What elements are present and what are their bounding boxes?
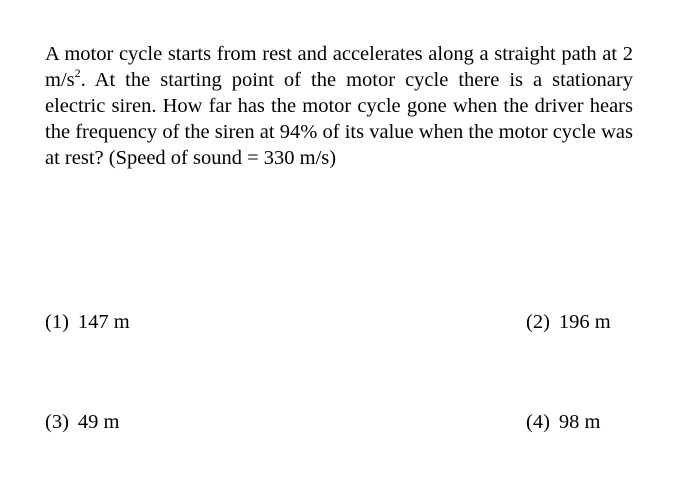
option-4-text: 98 m [558, 411, 601, 433]
option-3-number: (3) [45, 411, 69, 433]
option-1 [45, 309, 130, 335]
option-3-text: 49 m [77, 411, 120, 433]
question-text-part2: . At the starting point of the motor cycle there is a stationary electric siren. How far has the motor cycle gone when the driver hears the frequency of the siren at 94% of its value when the motor cycle was at rest? (Speed of sound = 330 m/s) [45, 69, 633, 169]
option-2-text: 196 m [558, 311, 611, 333]
question-text-part1: A motor cycle starts from rest and accelerates along a straight path at 2 m/s [45, 43, 633, 91]
exponent-superscript: 2 [74, 66, 81, 81]
option-1-number: (1) [45, 311, 69, 333]
option-4-number: (4) [526, 411, 550, 433]
question-text [45, 41, 633, 171]
option-3 [45, 409, 119, 435]
option-2-number: (2) [526, 311, 550, 333]
option-1-text: 147 m [77, 311, 130, 333]
option-4 [526, 409, 600, 435]
option-2 [526, 309, 611, 335]
